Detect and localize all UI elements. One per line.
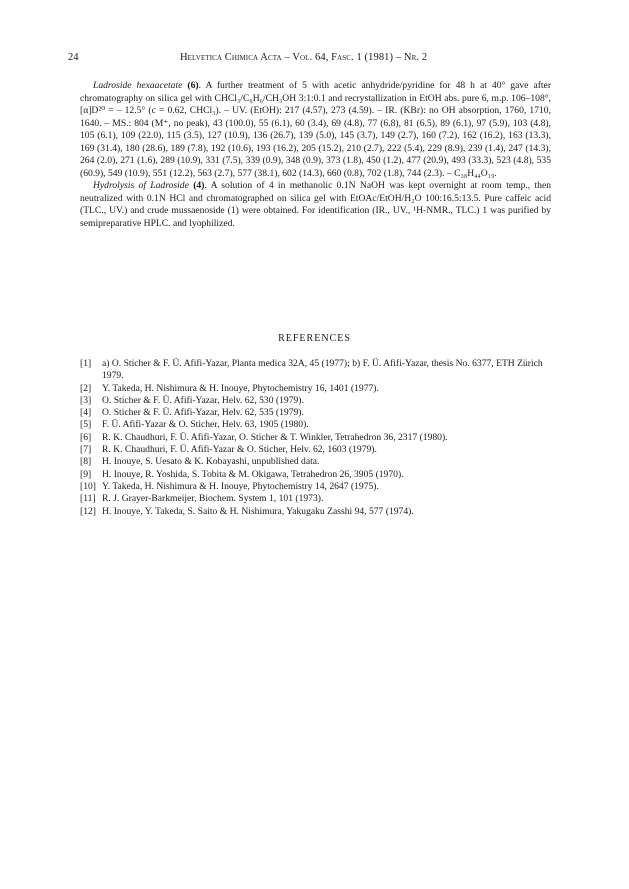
- reference-item: [80, 469, 552, 481]
- reference-text: R. K. Chaudhuri, F. Ü. Afifi-Yazar, O. Sticher & T. Winkler, Tetrahedron 36, 2317 (1980).: [102, 431, 448, 443]
- reference-text: R. J. Grayer-Barkmeijer, Biochem. System 1, 101 (1973).: [102, 493, 324, 505]
- reference-text: H. Inouye, R. Yoshida, S. Tobita & M. Okigawa, Tetrahedron 26, 3905 (1970).: [102, 468, 404, 480]
- reference-text: a) O. Sticher & F. Ü. Afifi-Yazar, Planta medica 32A, 45 (1977); b) F. Ü. Afifi-Yazar, thesis No. 6377, ETH Zürich 1979.: [102, 358, 543, 382]
- reference-text: Y. Takeda, H. Nishimura & H. Inouye, Phytochemistry 14, 2647 (1975).: [102, 480, 379, 492]
- reference-item: [80, 407, 552, 419]
- reference-text: R. K. Chaudhuri, F. Ü. Afifi-Yazar & O. Sticher, Helv. 62, 1603 (1979).: [102, 444, 377, 456]
- reference-text: H. Inouye, Y. Takeda, S. Saito & H. Nishimura, Yakugaku Zasshi 94, 577 (1974).: [102, 505, 414, 517]
- reference-item: [80, 419, 552, 431]
- reference-number: [5]: [80, 419, 92, 431]
- reference-number: [3]: [80, 394, 92, 406]
- reference-item: [80, 493, 552, 505]
- reference-text: O. Sticher & F. Ü. Afifi-Yazar, Helv. 62, 530 (1979).: [102, 394, 304, 406]
- reference-number: [9]: [80, 468, 92, 480]
- reference-number: [10]: [80, 480, 96, 492]
- paragraph-hydrolysis: [80, 180, 551, 230]
- running-title: Helvetica Chimica Acta – Vol. 64, Fasc. 1 (1981) – Nr. 2: [180, 52, 428, 63]
- reference-item: [80, 444, 552, 456]
- reference-text: Y. Takeda, H. Nishimura & H. Inouye, Phytochemistry 16, 1401 (1977).: [102, 382, 379, 394]
- page-header: [68, 52, 566, 66]
- paragraph-title: Hydrolysis of Ladroside: [93, 180, 189, 191]
- reference-number: [1]: [80, 358, 92, 369]
- reference-item: [80, 481, 552, 493]
- reference-number: [2]: [80, 382, 92, 394]
- reference-item: [80, 432, 552, 444]
- experimental-section: [80, 80, 551, 230]
- paragraph-title: Ladroside hexaacetate: [93, 80, 183, 91]
- reference-text: O. Sticher & F. Ü. Afifi-Yazar, Helv. 62, 535 (1979).: [102, 407, 304, 419]
- compound-number: (4): [193, 180, 205, 191]
- paragraph-text: . A further treatment of 5 with acetic anhydride/pyridine for 48 h at 40° gave after chromatography on silica gel with CHCl₃/C₆H₆/CH₃OH 3:1:0.1 and recrystallization in EtOH abs. pure 6, m.p. 106–108°, [α]D²⁰ = – 12.5° (c = 0.62, CHCl₃). – UV. (EtOH): 217 (4.57), 273 (4.59). – IR. (KBr): no OH absorption, 1760, 1710, 1640. – MS.: 804 (M⁺, no peak), 43 (100.0), 55 (6.1), 60 (3.4), 69 (4.8), 77 (6.8), 81 (6.5), 89 (6.1), 97 (5.9), 103 (4.8), 105 (6.1), 109 (22.0), 115 (3.5), 127 (10.9), 136 (26.7), 139 (5.0), 145 (3.7), 149 (2.7), 160 (7.2), 162 (16.2), 163 (13.3), 169 (31.4), 180 (28.6), 189 (7.8), 192 (10.6), 193 (16.2), 205 (15.2), 210 (2.7), 222 (5.4), 229 (8.9), 239 (1.4), 247 (14.3), 264 (2.0), 271 (1.6), 289 (10.9), 331 (7.5), 339 (0.9), 348 (0.9), 373 (1.8), 450 (1.2), 477 (20.9), 493 (33.3), 523 (4.8), 535 (60.9), 549 (10.9), 551 (12.2), 563 (2.7), 577 (38.1), 602 (14.3), 660 (0.8), 702 (1.8), 744 (2.3). – C₃₈H₄₄O₁₉.: [80, 80, 552, 179]
- reference-number: [6]: [80, 431, 92, 443]
- reference-number: [7]: [80, 444, 92, 456]
- reference-number: [4]: [80, 407, 92, 419]
- reference-item: [80, 506, 552, 518]
- references-heading: REFERENCES: [278, 333, 351, 344]
- paragraph-text: . A solution of 4 in methanolic 0.1N NaOH was kept overnight at room temp., then neutralized with 0.1N HCl and chromatographed on silica gel with EtOAc/EtOH/H₂O 100:16.5:13.5. Pure caffeic acid (TLC., UV.) and crude mussaenoside (1) were obtained. For identification (IR., UV., ¹H-NMR., TLC.) 1 was purified by semipreparative HPLC. and lyophilized.: [80, 180, 552, 229]
- reference-item: [80, 456, 552, 468]
- reference-number: [11]: [80, 493, 96, 505]
- reference-item: [80, 358, 552, 383]
- reference-text: H. Inouye, S. Uesato & K. Kobayashi, unpublished data.: [102, 456, 320, 468]
- references-list: [80, 358, 552, 518]
- paragraph-ladroside-hexaacetate: [80, 80, 551, 180]
- reference-text: F. Ü. Afifi-Yazar & O. Sticher, Helv. 63, 1905 (1980).: [102, 419, 309, 431]
- reference-number: [12]: [80, 505, 96, 517]
- page-number: 24: [68, 52, 79, 63]
- reference-number: [8]: [80, 456, 92, 468]
- reference-item: [80, 395, 552, 407]
- reference-item: [80, 383, 552, 395]
- compound-number: (6): [187, 80, 199, 91]
